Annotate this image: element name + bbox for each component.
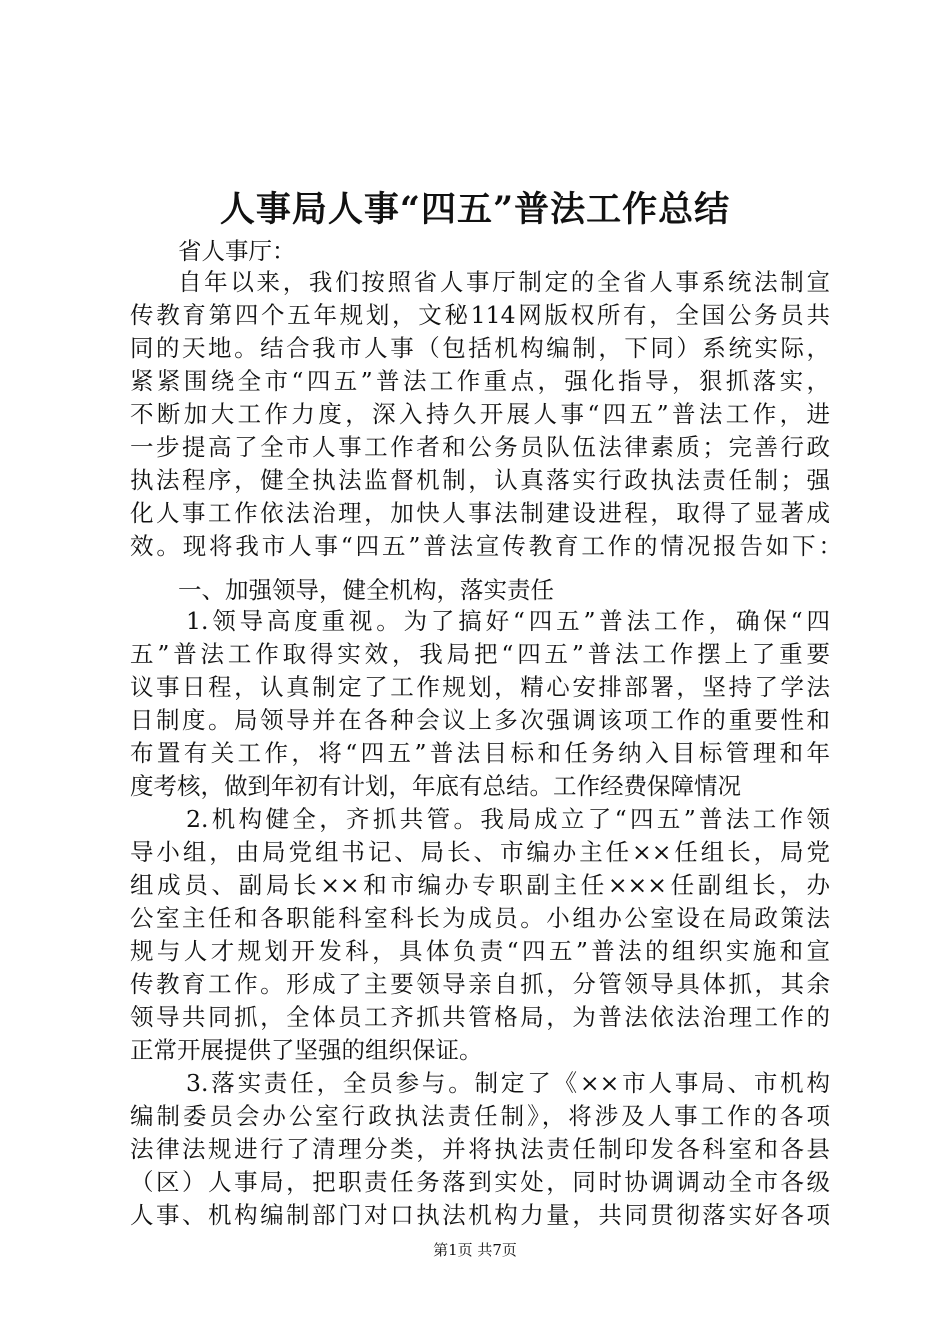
paragraph-line: 3.落实责任，全员参与。制定了《××市人事局、市机构 [186, 1069, 830, 1097]
paragraph-line: 正常开展提供了坚强的组织保证。 [130, 1036, 483, 1064]
paragraph-line: 组成员、副局长××和市编办专职副主任×××任副组长，办 [130, 871, 830, 899]
paragraph-line: 公室主任和各职能科室科长为成员。小组办公室设在局政策法 [130, 904, 830, 932]
paragraph-line: 2.机构健全，齐抓共管。我局成立了“四五”普法工作领 [186, 805, 830, 833]
paragraph-line: 领导共同抓，全体员工齐抓共管格局，为普法依法治理工作的 [130, 1003, 830, 1031]
section-heading: 一、加强领导，健全机构，落实责任 [178, 576, 554, 604]
paragraph-line: 规与人才规划开发科，具体负责“四五”普法的组织实施和宣 [130, 937, 830, 965]
paragraph-line: 1.领导高度重视。为了搞好“四五”普法工作，确保“四 [186, 607, 830, 635]
paragraph-line: 人事、机构编制部门对口执法机构力量，共同贯彻落实好各项 [130, 1201, 830, 1229]
paragraph-line: 不断加大工作力度，深入持久开展人事“四五”普法工作，进 [130, 400, 830, 428]
paragraph-line: 日制度。局领导并在各种会议上多次强调该项工作的重要性和 [130, 706, 830, 734]
paragraph-line: 同的天地。结合我市人事（包括机构编制，下同）系统实际， [130, 334, 830, 362]
paragraph-line: 度考核，做到年初有计划，年底有总结。工作经费保障情况 [130, 772, 741, 800]
paragraph-line: 传教育工作。形成了主要领导亲自抓，分管领导具体抓，其余 [130, 970, 830, 998]
paragraph-line: 化人事工作依法治理，加快人事法制建设进程，取得了显著成 [130, 499, 830, 527]
paragraph-line: 五”普法工作取得实效，我局把“四五”普法工作摆上了重要 [130, 640, 830, 668]
paragraph-line: 一步提高了全市人事工作者和公务员队伍法律素质；完善行政 [130, 433, 830, 461]
paragraph-line: （区）人事局，把职责任务落到实处，同时协调调动全市各级 [130, 1168, 830, 1196]
paragraph-line: 导小组，由局党组书记、局长、市编办主任××任组长，局党 [130, 838, 830, 866]
paragraph-line: 执法程序，健全执法监督机制，认真落实行政执法责任制；强 [130, 466, 830, 494]
paragraph-line: 效。现将我市人事“四五”普法宣传教育工作的情况报告如下： [130, 532, 842, 560]
paragraph-line: 布置有关工作，将“四五”普法目标和任务纳入目标管理和年 [130, 739, 830, 767]
paragraph-line: 紧紧围绕全市“四五”普法工作重点，强化指导，狠抓落实， [130, 367, 830, 395]
paragraph-line: 议事日程，认真制定了工作规划，精心安排部署，坚持了学法 [130, 673, 830, 701]
salutation: 省人事厅： [178, 237, 296, 265]
paragraph-line: 法律法规进行了清理分类，并将执法责任制印发各科室和各县 [130, 1135, 830, 1163]
document-title: 人事局人事“四五”普法工作总结 [219, 189, 731, 230]
page-footer: 第1页 共7页 [433, 1241, 517, 1259]
paragraph-line: 自年以来，我们按照省人事厅制定的全省人事系统法制宣 [178, 268, 830, 296]
paragraph-line: 编制委员会办公室行政执法责任制》，将涉及人事工作的各项 [130, 1102, 830, 1130]
paragraph-line: 传教育第四个五年规划，文秘114网版权所有，全国公务员共 [130, 301, 830, 329]
